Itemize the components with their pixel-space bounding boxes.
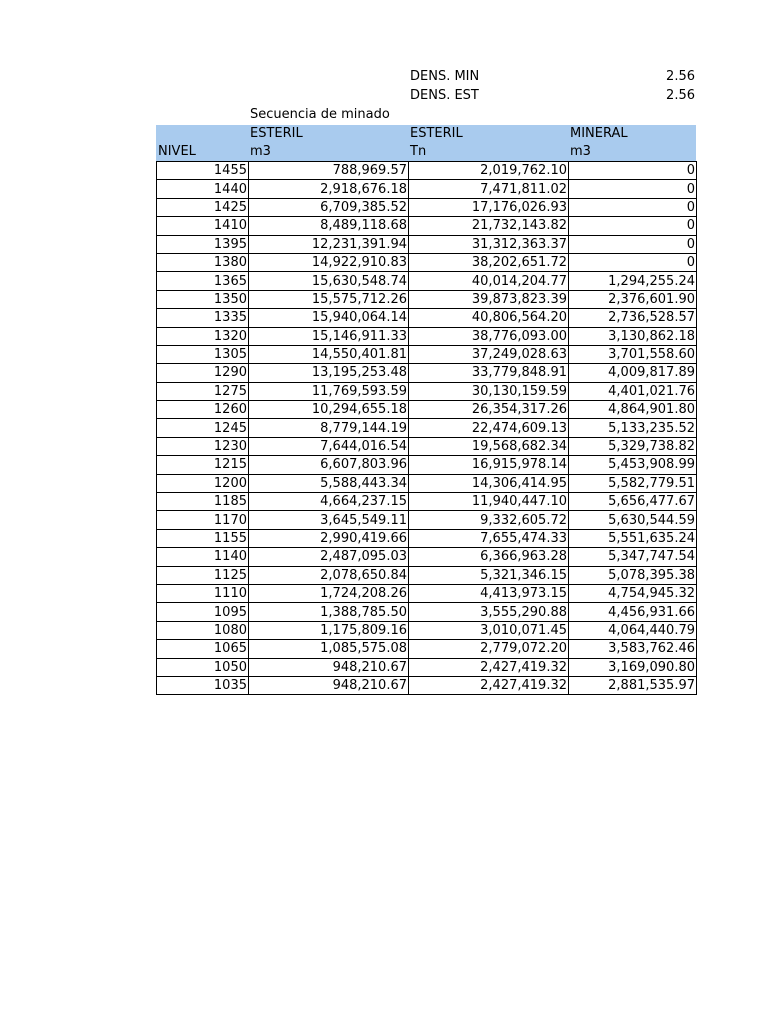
esteril-tn-cell: 22,474,609.13 <box>409 419 569 437</box>
table-row <box>157 566 697 584</box>
esteril-tn-cell: 26,354,317.26 <box>409 401 569 419</box>
esteril-tn-cell: 33,779,848.91 <box>409 364 569 382</box>
esteril-tn-cell: 38,776,093.00 <box>409 327 569 345</box>
esteril-tn-cell: 16,915,978.14 <box>409 456 569 474</box>
table-header <box>156 125 696 161</box>
mineral-m3-cell: 5,630,544.59 <box>569 511 697 529</box>
table-row <box>157 474 697 492</box>
esteril-tn-cell: 3,010,071.45 <box>409 621 569 639</box>
esteril-m3-cell: 5,588,443.34 <box>249 474 409 492</box>
nivel-cell: 1305 <box>157 345 249 363</box>
mineral-m3-cell: 4,009,817.89 <box>569 364 697 382</box>
esteril-m3-cell: 2,487,095.03 <box>249 548 409 566</box>
esteril-m3-cell: 6,709,385.52 <box>249 198 409 216</box>
esteril-tn-cell: 14,306,414.95 <box>409 474 569 492</box>
nivel-cell: 1335 <box>157 309 249 327</box>
esteril-tn-cell: 7,471,811.02 <box>409 180 569 198</box>
table-row <box>157 437 697 455</box>
nivel-cell: 1365 <box>157 272 249 290</box>
table-row <box>157 640 697 658</box>
table-row <box>157 290 697 308</box>
table-row <box>157 658 697 676</box>
table-row <box>157 529 697 547</box>
nivel-cell: 1350 <box>157 290 249 308</box>
esteril-m3-cell: 8,779,144.19 <box>249 419 409 437</box>
nivel-cell: 1320 <box>157 327 249 345</box>
nivel-cell: 1455 <box>157 162 249 180</box>
esteril-tn-cell: 11,940,447.10 <box>409 493 569 511</box>
esteril-m3-cell: 11,769,593.59 <box>249 382 409 400</box>
mineral-m3-cell: 4,864,901.80 <box>569 401 697 419</box>
mineral-m3-cell: 5,453,908.99 <box>569 456 697 474</box>
table-row <box>157 548 697 566</box>
mineral-m3-cell: 5,551,635.24 <box>569 529 697 547</box>
header-mineral-m3-title: MINERAL <box>570 126 628 141</box>
table-row <box>157 235 697 253</box>
mineral-m3-cell: 5,582,779.51 <box>569 474 697 492</box>
table-row <box>157 345 697 363</box>
nivel-cell: 1230 <box>157 437 249 455</box>
esteril-m3-cell: 948,210.67 <box>249 658 409 676</box>
mineral-m3-cell: 4,754,945.32 <box>569 584 697 602</box>
header-esteril-tn-unit: Tn <box>410 144 427 159</box>
esteril-m3-cell: 4,664,237.15 <box>249 493 409 511</box>
esteril-tn-cell: 4,413,973.15 <box>409 584 569 602</box>
mineral-m3-cell: 0 <box>569 253 697 271</box>
esteril-m3-cell: 3,645,549.11 <box>249 511 409 529</box>
dens-min-label: DENS. MIN <box>410 69 480 84</box>
table-row <box>157 584 697 602</box>
esteril-m3-cell: 12,231,391.94 <box>249 235 409 253</box>
esteril-m3-cell: 948,210.67 <box>249 676 409 694</box>
nivel-cell: 1215 <box>157 456 249 474</box>
esteril-tn-cell: 21,732,143.82 <box>409 217 569 235</box>
esteril-m3-cell: 14,922,910.83 <box>249 253 409 271</box>
esteril-m3-cell: 1,085,575.08 <box>249 640 409 658</box>
mineral-m3-cell: 5,133,235.52 <box>569 419 697 437</box>
table-row <box>157 511 697 529</box>
table-row <box>157 162 697 180</box>
mineral-m3-cell: 1,294,255.24 <box>569 272 697 290</box>
esteril-tn-cell: 3,555,290.88 <box>409 603 569 621</box>
esteril-m3-cell: 7,644,016.54 <box>249 437 409 455</box>
table-row <box>157 456 697 474</box>
mineral-m3-cell: 5,656,477.67 <box>569 493 697 511</box>
nivel-cell: 1185 <box>157 493 249 511</box>
esteril-tn-cell: 39,873,823.39 <box>409 290 569 308</box>
nivel-cell: 1155 <box>157 529 249 547</box>
mineral-m3-cell: 2,736,528.57 <box>569 309 697 327</box>
table-row <box>157 603 697 621</box>
table-row <box>157 676 697 694</box>
mineral-m3-cell: 4,456,931.66 <box>569 603 697 621</box>
header-mineral-m3-unit: m3 <box>570 144 591 159</box>
nivel-cell: 1125 <box>157 566 249 584</box>
nivel-cell: 1380 <box>157 253 249 271</box>
esteril-m3-cell: 15,146,911.33 <box>249 327 409 345</box>
nivel-cell: 1095 <box>157 603 249 621</box>
esteril-tn-cell: 38,202,651.72 <box>409 253 569 271</box>
mineral-m3-cell: 0 <box>569 217 697 235</box>
esteril-tn-cell: 19,568,682.34 <box>409 437 569 455</box>
mineral-m3-cell: 5,347,747.54 <box>569 548 697 566</box>
esteril-tn-cell: 9,332,605.72 <box>409 511 569 529</box>
esteril-m3-cell: 6,607,803.96 <box>249 456 409 474</box>
esteril-tn-cell: 2,427,419.32 <box>409 676 569 694</box>
dens-min-value: 2.56 <box>666 69 695 84</box>
esteril-m3-cell: 1,388,785.50 <box>249 603 409 621</box>
esteril-m3-cell: 14,550,401.81 <box>249 345 409 363</box>
nivel-cell: 1440 <box>157 180 249 198</box>
esteril-m3-cell: 15,940,064.14 <box>249 309 409 327</box>
header-nivel: NIVEL <box>158 144 196 159</box>
esteril-m3-cell: 13,195,253.48 <box>249 364 409 382</box>
table-row <box>157 180 697 198</box>
esteril-m3-cell: 8,489,118.68 <box>249 217 409 235</box>
esteril-tn-cell: 2,427,419.32 <box>409 658 569 676</box>
table-row <box>157 253 697 271</box>
table-row <box>157 309 697 327</box>
esteril-tn-cell: 2,779,072.20 <box>409 640 569 658</box>
mineral-m3-cell: 4,401,021.76 <box>569 382 697 400</box>
nivel-cell: 1410 <box>157 217 249 235</box>
mineral-m3-cell: 0 <box>569 180 697 198</box>
esteril-tn-cell: 6,366,963.28 <box>409 548 569 566</box>
esteril-m3-cell: 788,969.57 <box>249 162 409 180</box>
dens-est-label: DENS. EST <box>410 88 479 103</box>
nivel-cell: 1080 <box>157 621 249 639</box>
dens-est-value: 2.56 <box>666 88 695 103</box>
table-row <box>157 419 697 437</box>
nivel-cell: 1035 <box>157 676 249 694</box>
nivel-cell: 1395 <box>157 235 249 253</box>
nivel-cell: 1200 <box>157 474 249 492</box>
nivel-cell: 1260 <box>157 401 249 419</box>
mineral-m3-cell: 3,169,090.80 <box>569 658 697 676</box>
mineral-m3-cell: 0 <box>569 162 697 180</box>
nivel-cell: 1245 <box>157 419 249 437</box>
esteril-tn-cell: 31,312,363.37 <box>409 235 569 253</box>
table-row <box>157 621 697 639</box>
table-row <box>157 364 697 382</box>
mining-sequence-table <box>156 161 697 695</box>
table-row <box>157 401 697 419</box>
mineral-m3-cell: 0 <box>569 235 697 253</box>
esteril-m3-cell: 1,724,208.26 <box>249 584 409 602</box>
mineral-m3-cell: 0 <box>569 198 697 216</box>
esteril-m3-cell: 2,990,419.66 <box>249 529 409 547</box>
esteril-tn-cell: 37,249,028.63 <box>409 345 569 363</box>
table-row <box>157 327 697 345</box>
mineral-m3-cell: 4,064,440.79 <box>569 621 697 639</box>
sequence-title: Secuencia de minado <box>250 107 390 122</box>
nivel-cell: 1050 <box>157 658 249 676</box>
esteril-m3-cell: 1,175,809.16 <box>249 621 409 639</box>
mineral-m3-cell: 2,376,601.90 <box>569 290 697 308</box>
header-esteril-m3-unit: m3 <box>250 144 271 159</box>
esteril-tn-cell: 5,321,346.15 <box>409 566 569 584</box>
nivel-cell: 1140 <box>157 548 249 566</box>
mineral-m3-cell: 2,881,535.97 <box>569 676 697 694</box>
esteril-m3-cell: 15,575,712.26 <box>249 290 409 308</box>
mineral-m3-cell: 3,701,558.60 <box>569 345 697 363</box>
nivel-cell: 1290 <box>157 364 249 382</box>
esteril-m3-cell: 2,078,650.84 <box>249 566 409 584</box>
esteril-tn-cell: 7,655,474.33 <box>409 529 569 547</box>
nivel-cell: 1170 <box>157 511 249 529</box>
header-esteril-tn-title: ESTERIL <box>410 126 463 141</box>
table-row <box>157 217 697 235</box>
esteril-tn-cell: 2,019,762.10 <box>409 162 569 180</box>
mineral-m3-cell: 5,078,395.38 <box>569 566 697 584</box>
table-row <box>157 198 697 216</box>
esteril-tn-cell: 40,806,564.20 <box>409 309 569 327</box>
esteril-m3-cell: 10,294,655.18 <box>249 401 409 419</box>
mineral-m3-cell: 5,329,738.82 <box>569 437 697 455</box>
esteril-tn-cell: 40,014,204.77 <box>409 272 569 290</box>
esteril-tn-cell: 30,130,159.59 <box>409 382 569 400</box>
nivel-cell: 1110 <box>157 584 249 602</box>
nivel-cell: 1425 <box>157 198 249 216</box>
mineral-m3-cell: 3,130,862.18 <box>569 327 697 345</box>
table-row <box>157 493 697 511</box>
esteril-tn-cell: 17,176,026.93 <box>409 198 569 216</box>
table-row <box>157 272 697 290</box>
esteril-m3-cell: 2,918,676.18 <box>249 180 409 198</box>
esteril-m3-cell: 15,630,548.74 <box>249 272 409 290</box>
table-row <box>157 382 697 400</box>
mineral-m3-cell: 3,583,762.46 <box>569 640 697 658</box>
nivel-cell: 1065 <box>157 640 249 658</box>
nivel-cell: 1275 <box>157 382 249 400</box>
table-body <box>157 162 697 695</box>
header-esteril-m3-title: ESTERIL <box>250 126 303 141</box>
